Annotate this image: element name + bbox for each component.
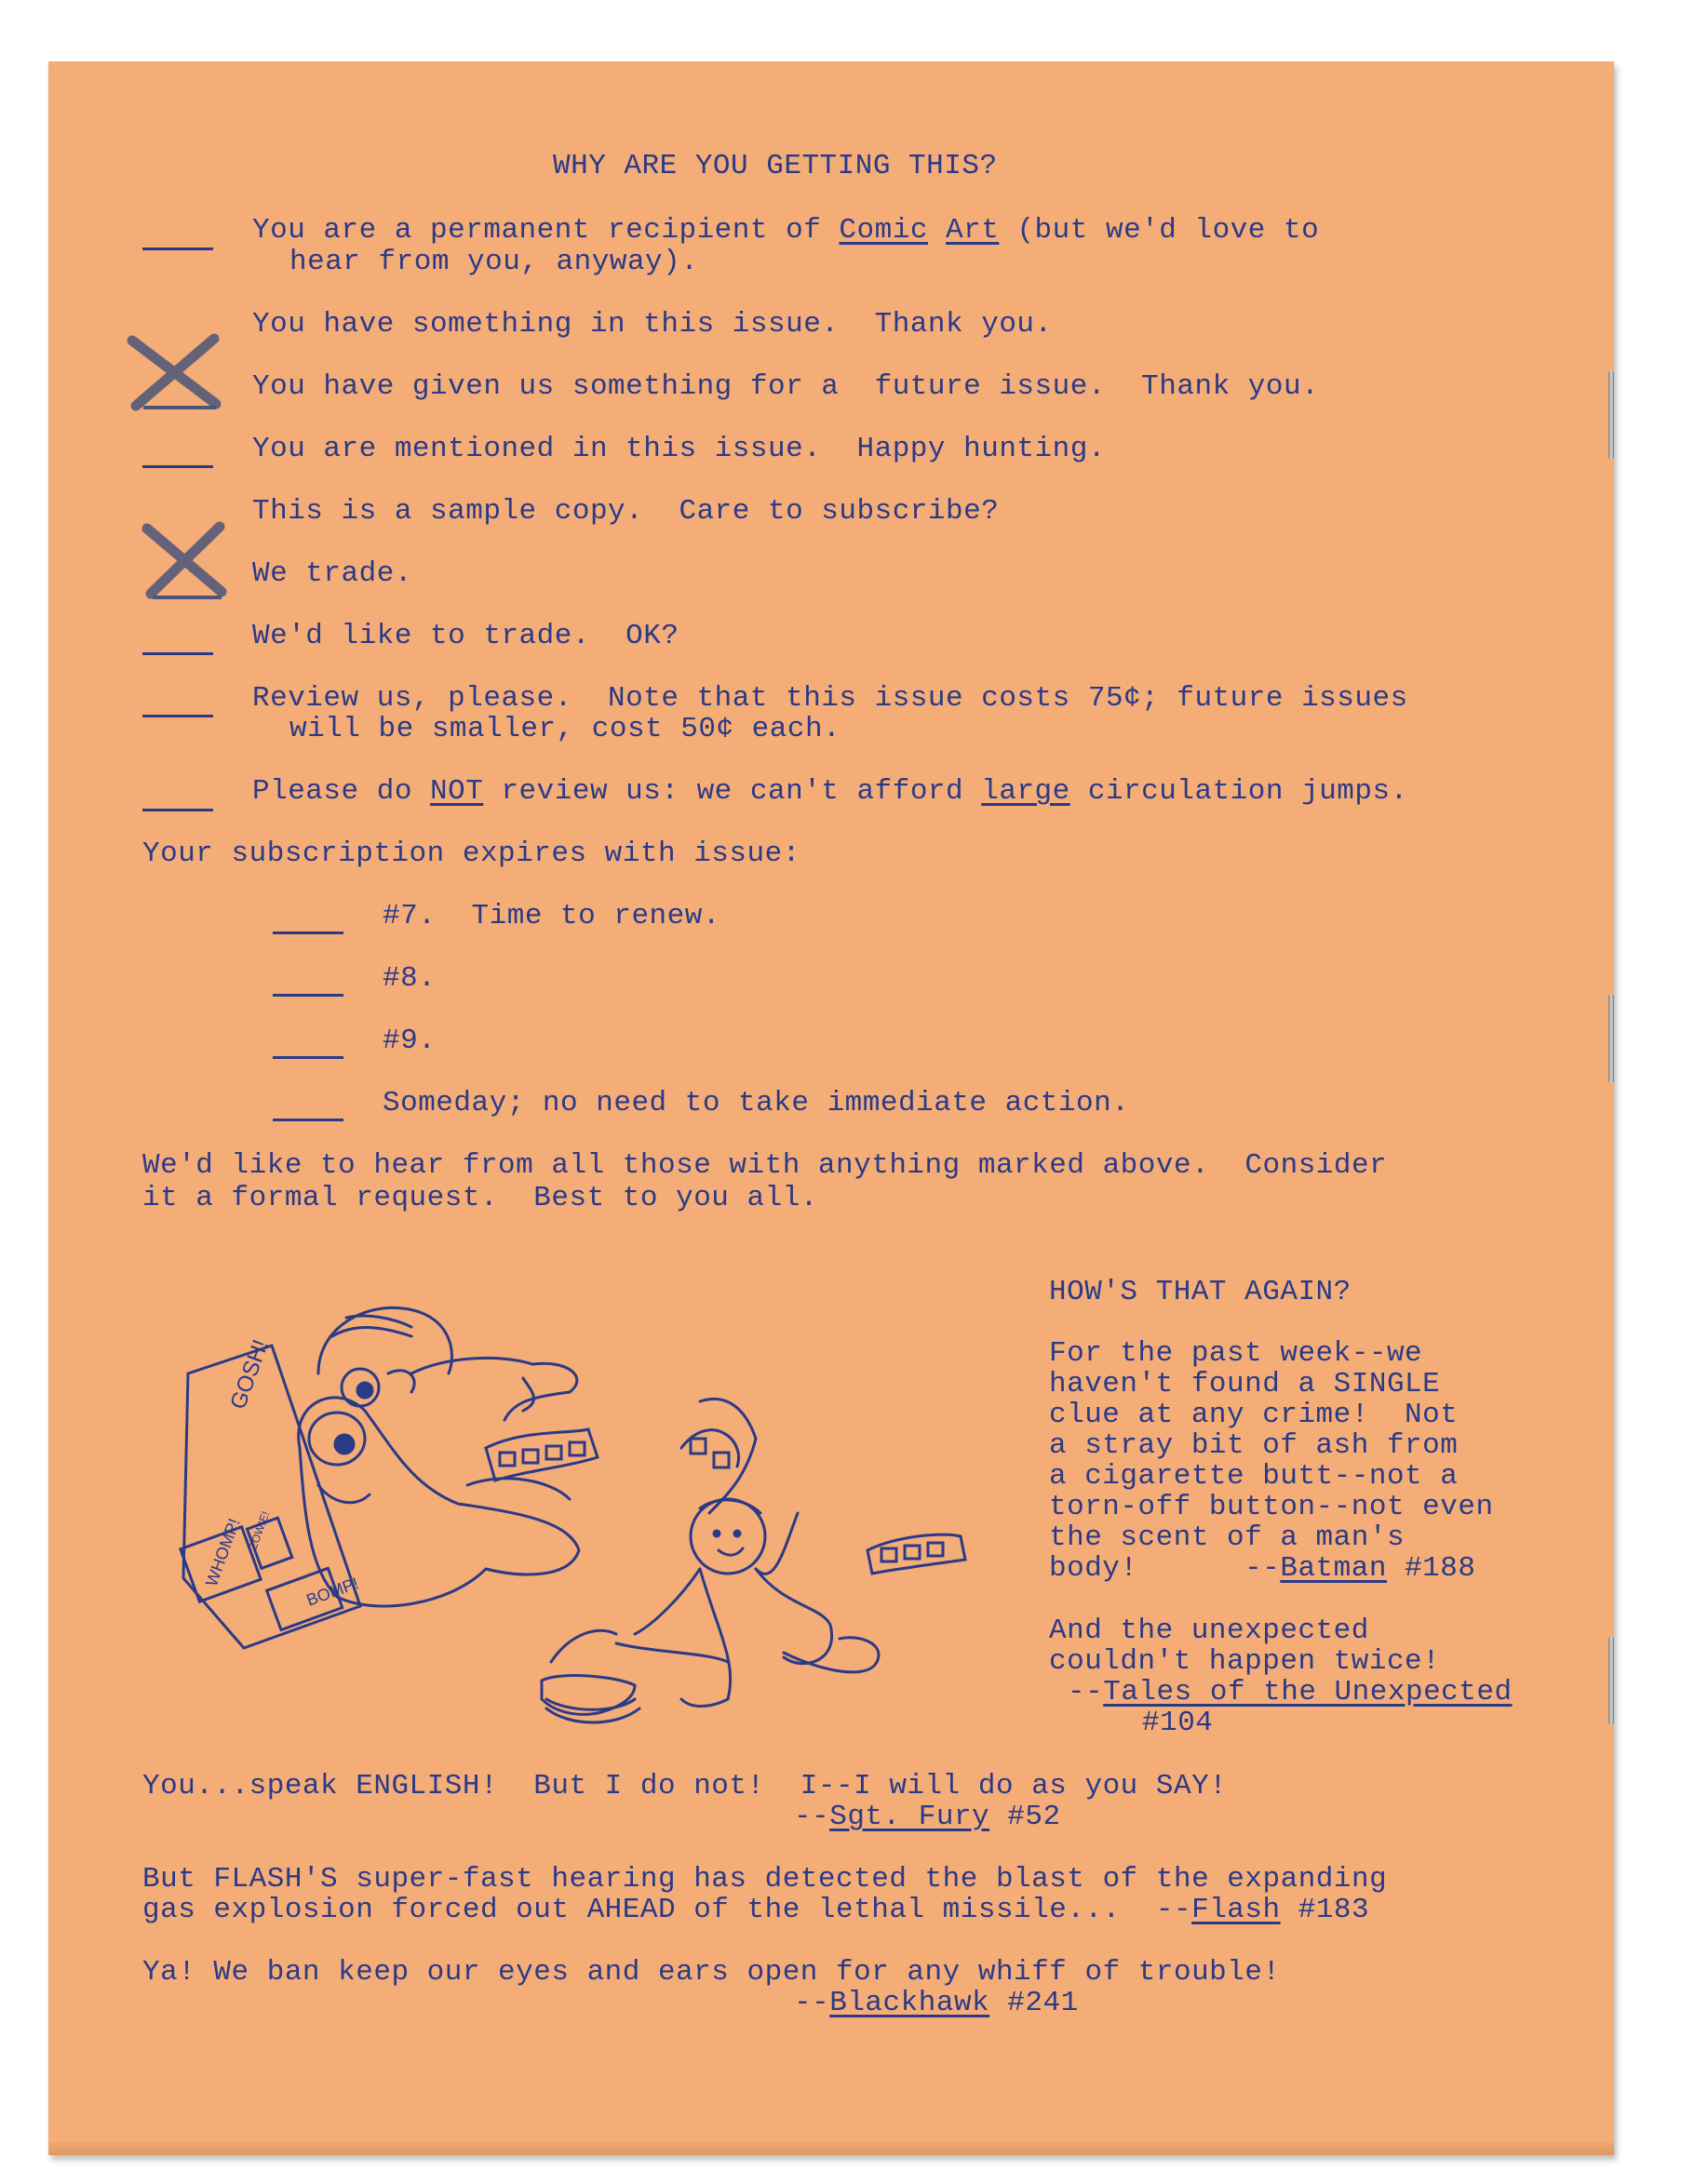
flash-quote-l2: gas explosion forced out AHEAD of the lethal missile... --Flash #183 [142, 1894, 1370, 1926]
reason-something: You have something in this issue. Thank you. [252, 308, 1053, 341]
page-heading: WHY ARE YOU GETTING THIS? [553, 150, 998, 182]
reason-review: Review us, please. Note that this issue costs 75¢; future issues [252, 682, 1408, 715]
tales-quote-l2: couldn't happen twice! [1049, 1645, 1441, 1678]
film-strips [486, 1399, 965, 1722]
hows-that-title: HOW'S THAT AGAIN? [1049, 1276, 1352, 1308]
reason-permanent: You are a permanent recipient of Comic Art (but we'd love to [252, 214, 1320, 247]
checkbox-blank-r8 [142, 715, 213, 717]
cartoon-illustration [132, 1271, 998, 1760]
subscription-label: Your subscription expires with issue: [142, 837, 800, 870]
fury-attribution: --Sgt. Fury #52 [794, 1801, 1061, 1833]
x-mark-icon [138, 519, 231, 608]
checkbox-blank-r1 [142, 248, 213, 250]
staple-icon [1608, 1636, 1614, 1725]
flash-quote-l1: But FLASH'S super-fast hearing has detected the blast of the expanding [142, 1863, 1388, 1896]
subscription-issue7: #7. Time to renew. [383, 900, 720, 932]
reason-mentioned: You are mentioned in this issue. Happy hunting. [252, 433, 1106, 465]
reason-permanent-cont: hear from you, anyway). [289, 246, 699, 278]
blackhawk-attribution: --Blackhawk #241 [794, 1987, 1079, 2019]
checkbox-blank-issue9 [273, 1056, 343, 1059]
sign-text-gosh: GOSH! [225, 1336, 275, 1414]
sign-text-bomp: BOMP! [303, 1574, 361, 1610]
sign-text-zowie: ZOWIE! [246, 1509, 273, 1552]
batman-quote-l5: a cigarette butt--not a [1049, 1460, 1459, 1493]
reason-no-review: Please do NOT review us: we can't afford large circulation jumps. [252, 775, 1408, 808]
sign-text-whomp: WHOMP! [201, 1516, 244, 1589]
staple-icon [1608, 994, 1614, 1083]
checkbox-blank-r4 [142, 465, 213, 468]
closing-line2: it a formal request. Best to you all. [142, 1182, 818, 1214]
x-mark-icon [123, 331, 225, 420]
reason-like-trade: We'd like to trade. OK? [252, 620, 679, 652]
checkbox-blank-someday [273, 1119, 343, 1121]
checkbox-blank-issue8 [273, 994, 343, 997]
batman-quote-l4: a stray bit of ash from [1049, 1429, 1459, 1462]
batman-quote-l3: clue at any crime! Not [1049, 1399, 1459, 1431]
reason-future: You have given us something for a future issue. Thank you. [252, 370, 1320, 403]
closing-line1: We'd like to hear from all those with anything marked above. Consider [142, 1149, 1388, 1182]
fury-quote: You...speak ENGLISH! But I do not! I--I will do as you SAY! [142, 1770, 1228, 1802]
reason-sample: This is a sample copy. Care to subscribe? [252, 495, 1000, 528]
checkbox-blank-r7 [142, 652, 213, 655]
tales-attribution: --Tales of the Unexpected [1068, 1676, 1513, 1708]
tales-issue: #104 [1142, 1707, 1214, 1739]
subscription-issue8: #8. [383, 962, 437, 995]
batman-quote-l7: the scent of a man's [1049, 1521, 1405, 1554]
batman-quote-l6: torn-off button--not even [1049, 1491, 1494, 1523]
staple-icon [1608, 370, 1614, 460]
baby-figure [616, 1499, 879, 1707]
subscription-issue9: #9. [383, 1025, 437, 1057]
tales-quote-l1: And the unexpected [1049, 1615, 1369, 1647]
checkbox-blank-r9 [142, 809, 213, 811]
zine-page [48, 61, 1614, 2155]
reason-review-cont: will be smaller, cost 50¢ each. [289, 713, 841, 745]
blackhawk-quote: Ya! We ban keep our eyes and ears open for any whiff of trouble! [142, 1956, 1281, 1989]
batman-quote-l1: For the past week--we [1049, 1337, 1423, 1370]
reason-trade: We trade. [252, 557, 412, 590]
subscription-someday: Someday; no need to take immediate action. [383, 1087, 1130, 1119]
checkbox-blank-issue7 [273, 931, 343, 934]
batman-quote-l8: body! --Batman #188 [1049, 1552, 1476, 1585]
batman-quote-l2: haven't found a SINGLE [1049, 1368, 1441, 1400]
comic-sign-board [181, 1336, 361, 1648]
